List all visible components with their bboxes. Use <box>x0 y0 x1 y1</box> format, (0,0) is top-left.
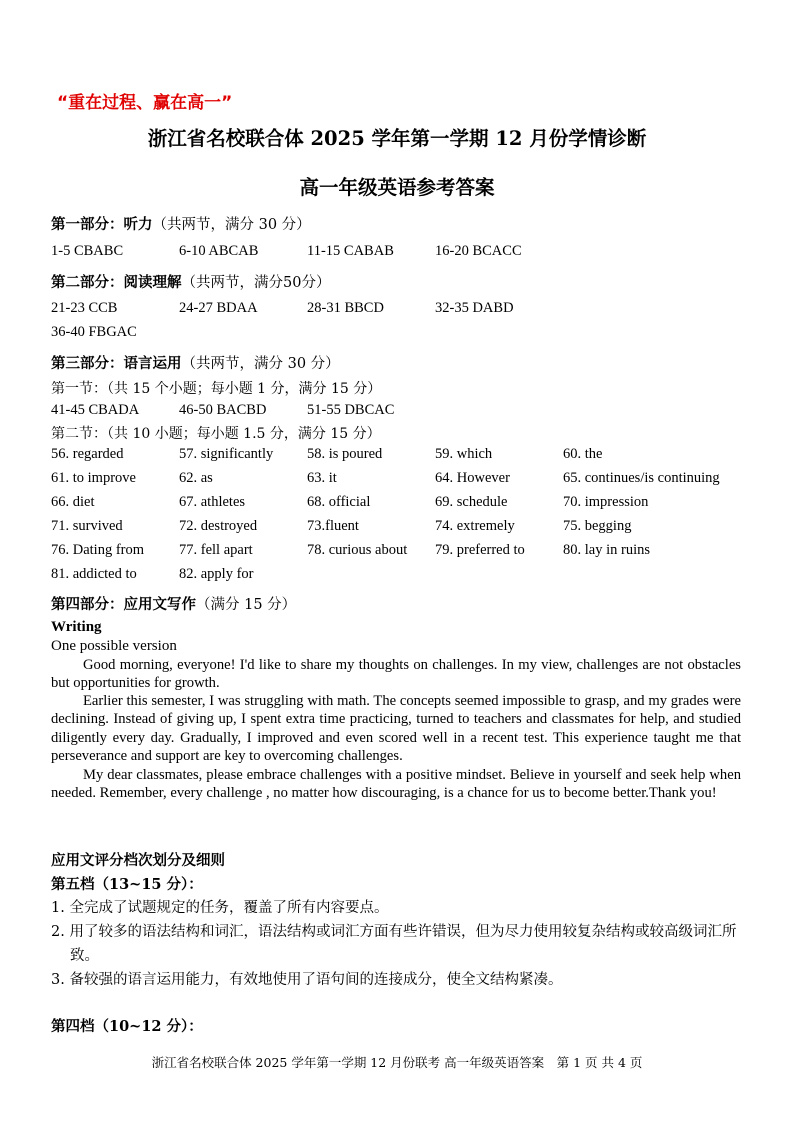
answer-item: 61. to improve <box>51 470 136 486</box>
answer-item: 72. destroyed <box>179 518 258 534</box>
page-subtitle: 高一年级英语参考答案 <box>299 176 495 199</box>
answer-item: 65. continues/is continuing <box>563 470 720 486</box>
answer-item: 57. significantly <box>179 446 274 462</box>
answer-group: 24-27 BDAA <box>179 300 258 316</box>
part2-answers-row <box>0 324 794 344</box>
part2-heading <box>51 271 330 292</box>
grading-level4: 第四档（10~12 分）： <box>51 1018 203 1035</box>
part2-note: （共两节，满分50分） <box>181 275 331 291</box>
part2-title: 第二部分：阅读理解 <box>51 274 182 291</box>
answer-group: 28-31 BBCD <box>307 300 384 316</box>
answer-item: 56. regarded <box>51 446 124 462</box>
essay-paragraph: Earlier this semester, I was struggling with math. The concepts seemed impossible to grasp, and my grades were declining. Instead of giving up, I spent extra time practicing, turned to teachers and classmates for help, and studied diligently every day. Gradually, I improved and even scored well in a recent test. This experience taught me that perseverance and support are key to overcoming challenges. <box>51 693 741 764</box>
answer-item: 64. However <box>435 470 510 486</box>
page-title: 浙江省名校联合体 2025 学年第一学期 12 月份学情诊断 <box>147 127 647 150</box>
part4-note: （满分 15 分） <box>196 597 297 613</box>
answer-item: 68. official <box>307 494 371 510</box>
answer-item: 62. as <box>179 470 213 486</box>
part1-note: （共两节，满分 30 分） <box>152 217 311 233</box>
answer-row <box>0 470 794 490</box>
answer-group: 32-35 DABD <box>435 300 514 316</box>
part2-answers-row <box>0 300 794 320</box>
answer-row <box>0 542 794 562</box>
answer-item: 69. schedule <box>435 494 508 510</box>
answer-group: 51-55 DBCAC <box>307 402 395 418</box>
answer-item: 63. it <box>307 470 337 486</box>
answer-item: 81. addicted to <box>51 566 137 582</box>
answer-group: 1-5 CBABC <box>51 243 124 259</box>
grading-criterion: 1. 全完成了试题规定的任务，覆盖了所有内容要点。 <box>51 900 389 916</box>
page-footer: 浙江省名校联合体 2025 学年第一学期 12 月份联考 高一年级英语答案 第 1 页 共 4 页 <box>151 1055 643 1070</box>
part4-heading <box>51 593 296 614</box>
version-label: One possible version <box>51 638 177 654</box>
answer-item: 59. which <box>435 446 493 462</box>
part3-heading <box>51 352 340 373</box>
answer-item: 73.fluent <box>307 518 359 534</box>
answer-item: 82. apply for <box>179 566 254 582</box>
answer-item: 71. survived <box>51 518 123 534</box>
section1-note: 第一节：（共 15 个小题；每小题 1 分，满分 15 分） <box>51 381 382 397</box>
answer-item: 58. is poured <box>307 446 383 462</box>
section2-note: 第二节：（共 10 小题；每小题 1.5 分，满分 15 分） <box>51 426 381 442</box>
answer-item: 77. fell apart <box>179 542 253 558</box>
answer-item: 67. athletes <box>179 494 246 510</box>
answer-item: 70. impression <box>563 494 649 510</box>
answer-item: 66. diet <box>51 494 95 510</box>
answer-item: 79. preferred to <box>435 542 525 558</box>
answer-row <box>0 446 794 466</box>
part4-title: 第四部分：应用文写作 <box>51 596 196 613</box>
answer-group: 36-40 FBGAC <box>51 324 137 340</box>
answer-group: 46-50 BACBD <box>179 402 267 418</box>
grading-level5: 第五档（13~15 分）： <box>51 876 203 893</box>
slogan: “重在过程、赢在高一” <box>57 93 233 113</box>
section1-answers <box>0 402 794 422</box>
answer-item: 80. lay in ruins <box>563 542 650 558</box>
writing-label: Writing <box>51 619 102 635</box>
grading-criterion: 3. 备较强的语言运用能力，有效地使用了语句间的连接成分，使全文结构紧凑。 <box>51 972 563 988</box>
answer-item: 76. Dating from <box>51 542 145 558</box>
answer-item: 60. the <box>563 446 603 462</box>
part1-heading <box>51 213 311 234</box>
part1-title: 第一部分：听力 <box>51 216 153 233</box>
answer-group: 16-20 BCACC <box>435 243 522 259</box>
part1-answers <box>0 243 794 263</box>
grading-heading: 应用文评分档次划分及细则 <box>51 852 225 869</box>
answer-group: 41-45 CBADA <box>51 402 140 418</box>
essay-paragraph: Good morning, everyone! I'd like to share my thoughts on challenges. In my view, challenges are not obstacles but opportunities for growth. <box>51 657 741 692</box>
answer-row <box>0 494 794 514</box>
answer-group: 21-23 CCB <box>51 300 118 316</box>
part3-title: 第三部分：语言运用 <box>51 355 182 372</box>
answer-group: 6-10 ABCAB <box>179 243 259 259</box>
essay-paragraph: My dear classmates, please embrace challenges with a positive mindset. Believe in yourself and seek help when needed. Remember, every challenge , no matter how discouraging, is a chance for us to become better.Thank you! <box>51 767 741 802</box>
answer-item: 74. extremely <box>435 518 515 534</box>
answer-item: 78. curious about <box>307 542 408 558</box>
answer-item: 75. begging <box>563 518 632 534</box>
answer-row <box>0 566 794 586</box>
grading-criterion: 2. 用了较多的语法结构和词汇，语法结构或词汇方面有些许错误，但为尽力使用较复杂结构或较高级词汇所致。 <box>51 924 737 964</box>
part3-note: （共两节，满分 30 分） <box>181 356 340 372</box>
answer-row <box>0 518 794 538</box>
answer-group: 11-15 CABAB <box>307 243 394 259</box>
